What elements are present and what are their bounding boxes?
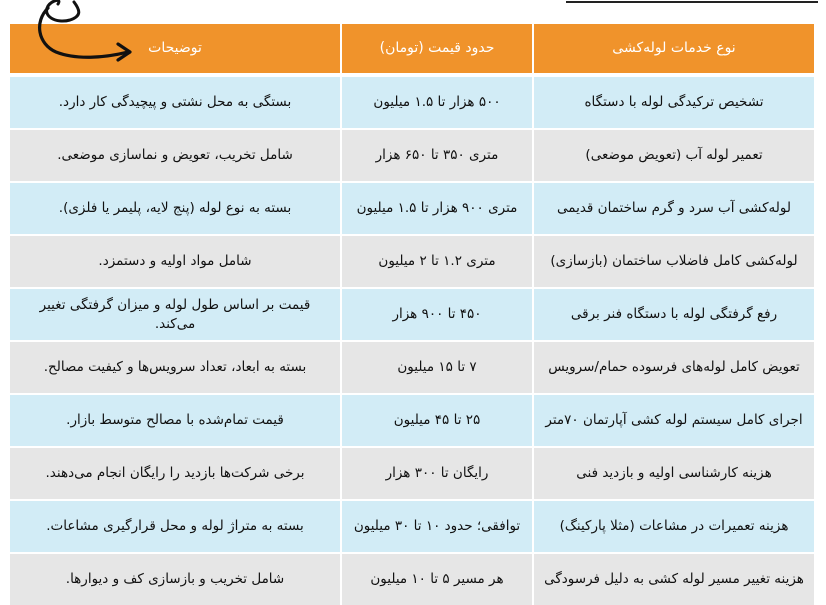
service-cell: تعمیر لوله آب (تعویض موضعی) xyxy=(534,130,814,181)
notes-cell: بسته به ابعاد، تعداد سرویس‌ها و کیفیت مصالح. xyxy=(10,342,340,393)
pricing-table xyxy=(14,24,814,605)
notes-cell: شامل مواد اولیه و دستمزد. xyxy=(10,236,340,287)
notes-cell: بسته به نوع لوله (پنج لایه، پلیمر یا فلزی). xyxy=(10,183,340,234)
service-cell: هزینه تعمیرات در مشاعات (مثلا پارکینگ) xyxy=(534,501,814,552)
service-cell: لوله‌کشی کامل فاضلاب ساختمان (بازسازی) xyxy=(534,236,814,287)
service-cell: رفع گرفتگی لوله با دستگاه فنر برقی xyxy=(534,289,814,340)
notes-cell: قیمت بر اساس طول لوله و میزان گرفتگی تغییر می‌کند. xyxy=(10,289,340,340)
price-cell: ۵۰۰ هزار تا ۱.۵ میلیون xyxy=(342,77,532,128)
notes-cell: برخی شرکت‌ها بازدید را رایگان انجام می‌دهند. xyxy=(10,448,340,499)
price-cell: رایگان تا ۳۰۰ هزار xyxy=(342,448,532,499)
top-rule xyxy=(566,1,818,3)
service-cell: هزینه کارشناسی اولیه و بازدید فنی xyxy=(534,448,814,499)
notes-cell: شامل تخریب و بازسازی کف و دیوارها. xyxy=(10,554,340,605)
price-cell: توافقی؛ حدود ۱۰ تا ۳۰ میلیون xyxy=(342,501,532,552)
price-cell: متری ۱.۲ تا ۲ میلیون xyxy=(342,236,532,287)
notes-cell: بسته به متراژ لوله و محل قرارگیری مشاعات. xyxy=(10,501,340,552)
header-notes: توضیحات xyxy=(10,24,340,73)
price-cell: ۴۵۰ تا ۹۰۰ هزار xyxy=(342,289,532,340)
price-cell: متری ۳۵۰ تا ۶۵۰ هزار xyxy=(342,130,532,181)
service-cell: هزینه تغییر مسیر لوله کشی به دلیل فرسودگی xyxy=(534,554,814,605)
service-cell: اجرای کامل سیستم لوله کشی آپارتمان ۷۰متر xyxy=(534,395,814,446)
header-service: نوع خدمات لوله‌کشی xyxy=(534,24,814,73)
price-cell: متری ۹۰۰ هزار تا ۱.۵ میلیون xyxy=(342,183,532,234)
notes-cell: بستگی به محل نشتی و پیچیدگی کار دارد. xyxy=(10,77,340,128)
notes-cell: قیمت تمام‌شده با مصالح متوسط بازار. xyxy=(10,395,340,446)
service-cell: تعویض کامل لوله‌های فرسوده حمام/سرویس xyxy=(534,342,814,393)
price-cell: ۷ تا ۱۵ میلیون xyxy=(342,342,532,393)
service-cell: تشخیص ترکیدگی لوله با دستگاه xyxy=(534,77,814,128)
service-cell: لوله‌کشی آب سرد و گرم ساختمان قدیمی xyxy=(534,183,814,234)
price-cell: هر مسیر ۵ تا ۱۰ میلیون xyxy=(342,554,532,605)
price-cell: ۲۵ تا ۴۵ میلیون xyxy=(342,395,532,446)
notes-cell: شامل تخریب، تعویض و نماسازی موضعی. xyxy=(10,130,340,181)
header-price: حدود قیمت (تومان) xyxy=(342,24,532,73)
